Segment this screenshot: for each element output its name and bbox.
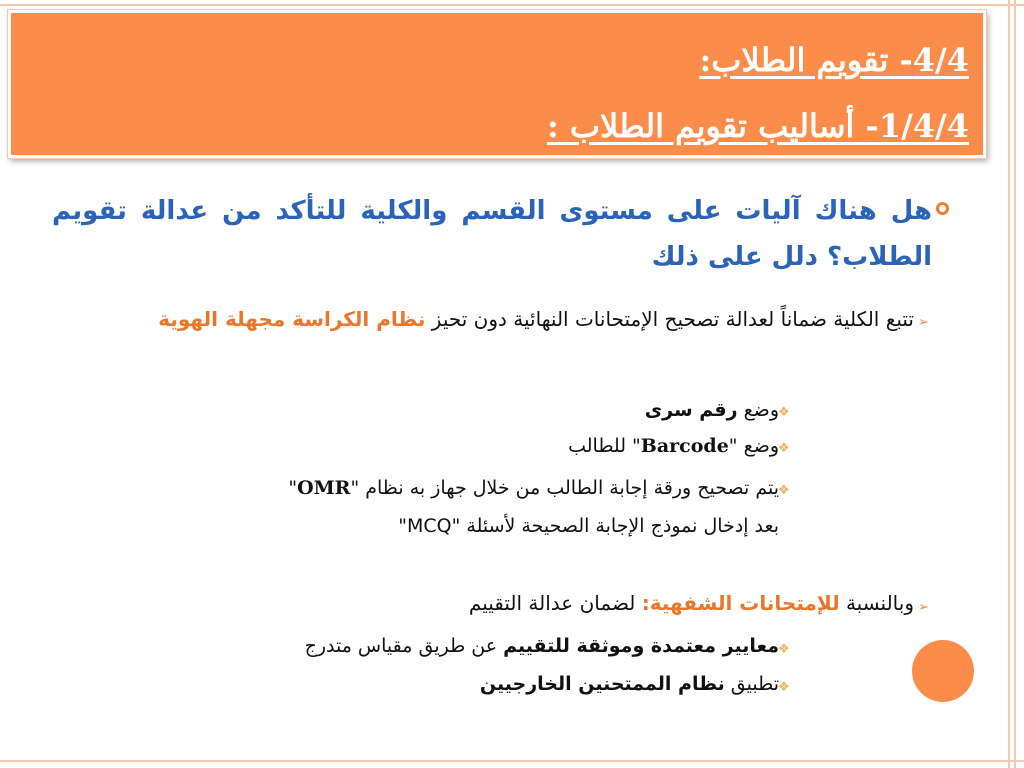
diamond-bullet-icon: ❖ (778, 441, 790, 456)
slide-title-line-2: 1/4/4- أساليب تقويم الطلاب : (546, 107, 969, 145)
frame-line-bottom (0, 760, 1024, 762)
point-2-sub-1-suffix: عن طريق مقياس متدرج (304, 635, 504, 657)
slide-title-line-1: 4/4- تقويم الطلاب: (699, 41, 969, 79)
frame-line-right-2 (1014, 0, 1016, 768)
sub-2-suffix: " للطالب (568, 435, 641, 457)
sub-1-bold: رقم سرى (644, 399, 738, 421)
frame-line-right (1008, 0, 1010, 768)
arrow-bullet-icon: ➢ (918, 315, 929, 330)
point-2-highlight: للإمتحانات الشفهية: (641, 591, 840, 615)
point-1-sub-3-line-2: بعد إدخال نموذج الإجابة الصحيحة لأسئلة "MCQ" (398, 515, 779, 537)
frame-line-top (0, 4, 1024, 6)
point-1-highlight: نظام الكراسة مجهلة الهوية (158, 307, 426, 331)
point-1-text: تتبع الكلية ضماناً لعدالة تصحيح الإمتحانات النهائية دون تحيز (425, 307, 914, 331)
point-2-prefix: وبالنسبة (839, 591, 914, 615)
diamond-bullet-icon: ❖ (778, 405, 790, 420)
point-1-sub-2 (568, 432, 779, 460)
diamond-bullet-icon: ❖ (778, 642, 790, 657)
arrow-bullet-icon: ➢ (918, 600, 929, 615)
point-2-suffix: لضمان عدالة التقييم (468, 591, 642, 615)
sub-3-prefix: يتم تصحيح ورقة إجابة الطالب من خلال جهاز به نظام " (350, 477, 779, 499)
circle-bullet-icon (936, 202, 949, 215)
diamond-bullet-icon: ❖ (778, 680, 790, 695)
sub-2-bold: Barcode (640, 435, 729, 457)
decorative-circle (912, 640, 974, 702)
sub-3-suffix: " (288, 477, 298, 499)
point-2-sub-1-bold: معايير معتمدة وموثقة للتقييم (503, 635, 779, 657)
sub-3-bold: OMR (297, 477, 351, 499)
title-banner (8, 10, 986, 158)
point-2 (469, 588, 914, 618)
point-1-sub-3 (288, 474, 779, 502)
point-2-sub-2-prefix: تطبيق (724, 673, 779, 695)
point-1-sub-1 (645, 396, 779, 424)
point-1 (134, 304, 914, 334)
sub-1-prefix: وضع (737, 399, 779, 421)
sub-2-prefix: وضع " (728, 435, 779, 457)
point-2-sub-2 (480, 670, 779, 698)
diamond-bullet-icon: ❖ (778, 483, 790, 498)
point-2-sub-1 (305, 632, 779, 660)
question-text: هل هناك آليات على مستوى القسم والكلية للتأكد من عدالة تقويم الطلاب؟ دلل على ذلك (52, 196, 932, 272)
point-2-sub-2-bold: نظام الممتحنين الخارجيين (479, 673, 725, 695)
